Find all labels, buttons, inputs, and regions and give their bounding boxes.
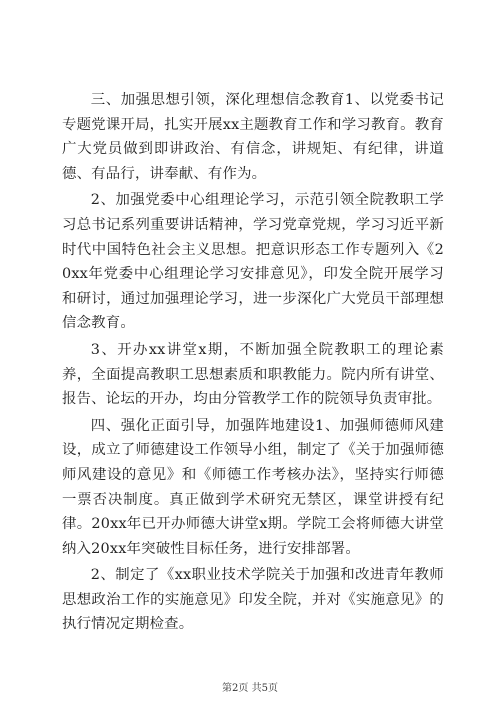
- paragraph-theory-study: 2、加强党委中心组理论学习，示范引领全院教职工学习总书记系列重要讲话精神，学习党章党规，学习习近平新时代中国特色社会主义思想。把意识形态工作专题列入《20xx年党委中心组理论学习安排意见》，印发全院开展学习和研讨，通过加强理论学习，进一步深化广大党员干部理想信念教育。: [62, 192, 444, 332]
- paragraph-positive-guidance: 四、强化正面引导，加强阵地建设1、加强师德师风建设，成立了师德建设工作领导小组，制定了《关于加强师德师风建设的意见》和《师德工作考核办法》，坚持实行师德一票否决制度。真正做到学术研究无禁区，课堂讲授有纪律。20xx年已开办师德大讲堂x期。学院工会将师德大讲堂纳入20xx年突破性目标任务，进行安排部署。: [62, 417, 444, 557]
- paragraph-lecture-hall: 3、开办xx讲堂x期，不断加强全院教职工的理论素养，全面提高教职工思想素质和职教能力。院内所有讲堂、报告、论坛的开办，均由分管教学工作的院领导负责审批。: [62, 341, 444, 408]
- paragraph-young-teachers: 2、制定了《xx职业技术学院关于加强和改进青年教师思想政治工作的实施意见》印发全院，并对《实施意见》的执行情况定期检查。: [62, 567, 444, 633]
- page-number-footer: 第2页 共5页: [222, 683, 278, 694]
- paragraph-ideological-guidance: 三、加强思想引领，深化理想信念教育1、以党委书记专题党课开局，扎实开展xx主题教育工作和学习教育。教育广大党员做到即讲政治、有信念，讲规矩、有纪律，讲道德、有品行，讲奉献、有作为。: [62, 92, 444, 182]
- document-body: [62, 88, 444, 637]
